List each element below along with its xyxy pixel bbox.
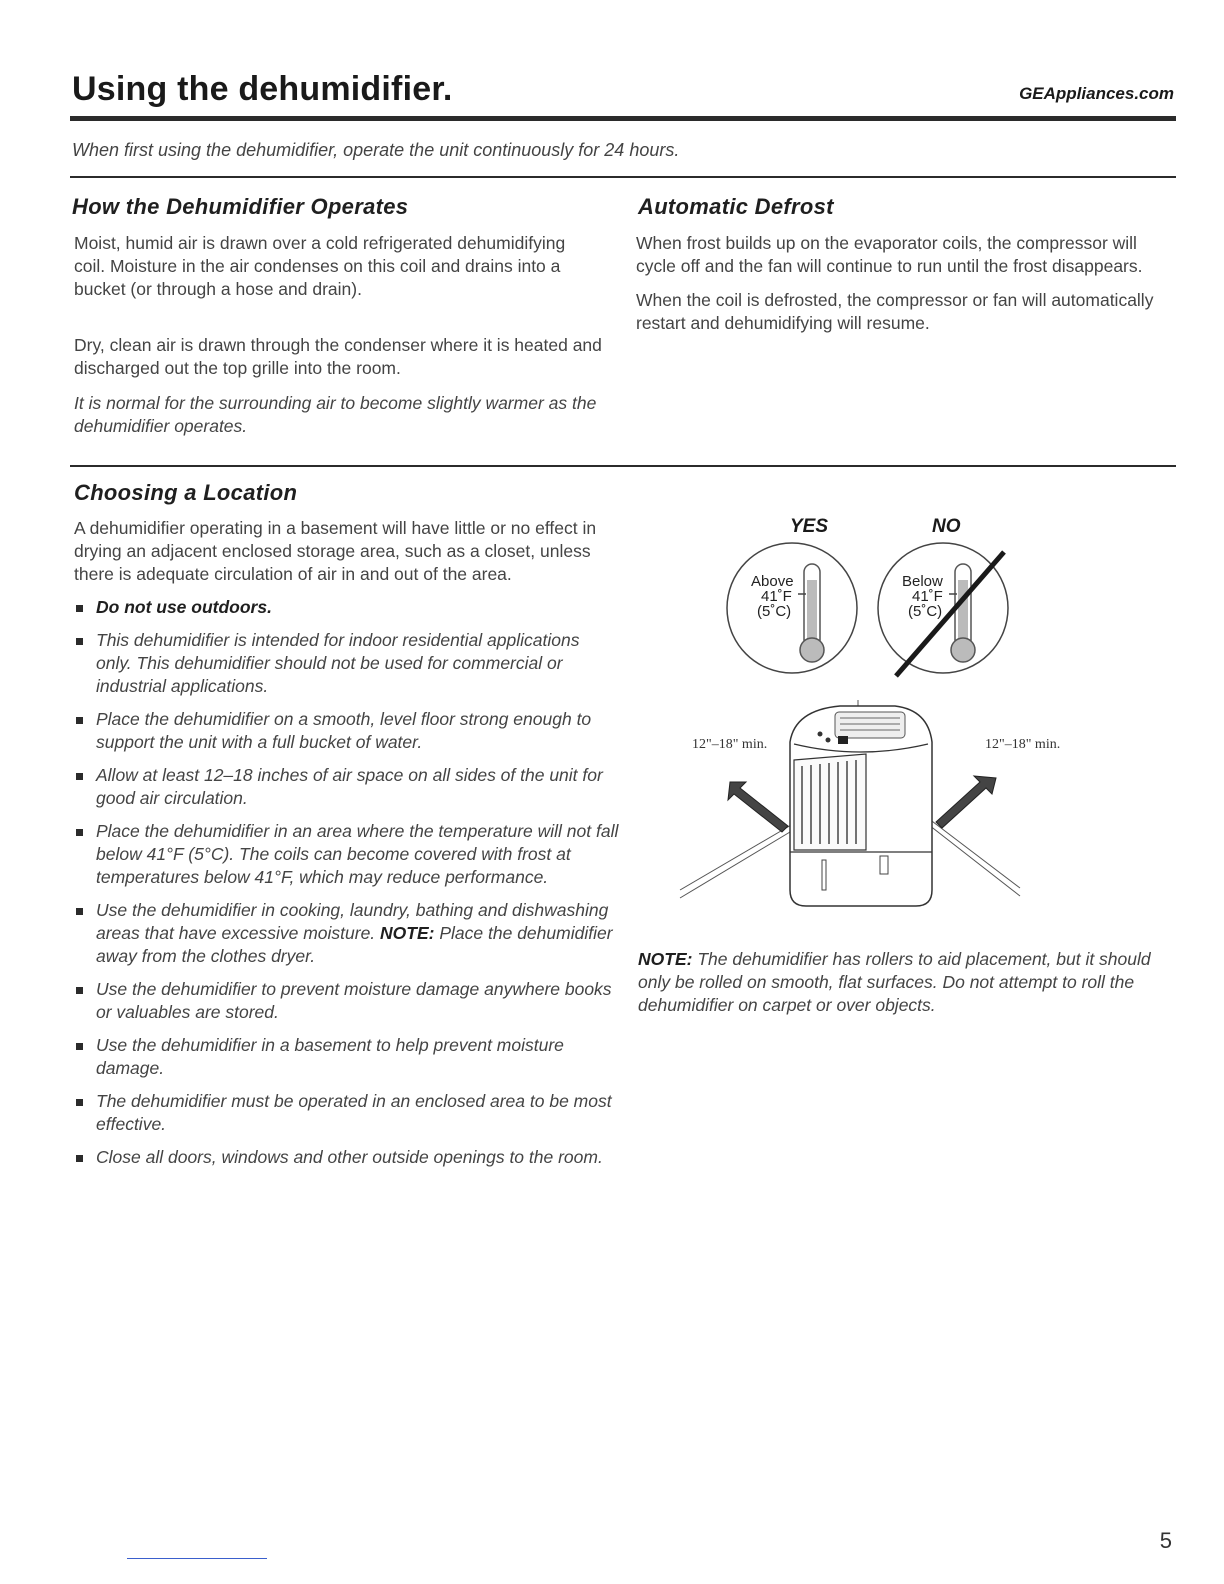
- location-bullet-list: [74, 596, 619, 1179]
- operates-paragraph-1: Moist, humid air is drawn over a cold refrigerated dehumidifying coil. Moisture in the air condenses on this coil and drains into a bucket (or through a hose and drain).: [74, 233, 566, 299]
- clearance-arrow-left-icon: [728, 782, 788, 832]
- operates-paragraph-3: It is normal for the surrounding air to become slightly warmer as the dehumidifier operates.: [74, 393, 597, 436]
- rollers-note: [638, 948, 1178, 1017]
- page-title: Using the dehumidifier.: [72, 70, 453, 108]
- list-item: Place the dehumidifier in an area where the temperature will not fall below 41°F (5°C). The coils can become covered with frost at temperatures below 41°F, which may reduce performance.: [74, 820, 619, 889]
- temperature-illustration: [720, 540, 1040, 710]
- list-item: [74, 899, 619, 968]
- clearance-left-label: 12"–18" min.: [692, 737, 768, 752]
- thermometer-no-icon: [878, 543, 1008, 673]
- list-item: Place the dehumidifier on a smooth, level floor strong enough to support the unit with a full bucket of water.: [74, 708, 619, 754]
- header-rule: [70, 116, 1176, 121]
- list-item: This dehumidifier is intended for indoor residential applications only. This dehumidifier should not be used for commercial or industrial applications.: [74, 629, 619, 698]
- list-item: Close all doors, windows and other outside openings to the room.: [74, 1146, 619, 1169]
- defrost-paragraph-2: When the coil is defrosted, the compressor or fan will automatically restart and dehumidifying will resume.: [636, 290, 1154, 333]
- location-heading: Choosing a Location: [74, 480, 298, 505]
- no-therm-line-1: Below: [902, 573, 943, 590]
- yes-therm-line-3: (5˚C): [757, 603, 792, 620]
- dehumidifier-unit-icon: [790, 706, 932, 906]
- list-item-text: Use the dehumidifier in cooking, laundry, bathing and dishwashing areas that have excessive moisture.: [96, 900, 609, 943]
- thermometer-yes-icon: [727, 543, 857, 673]
- no-therm-line-3: (5˚C): [908, 603, 943, 620]
- rollers-note-text: The dehumidifier has rollers to aid placement, but it should only be rolled on smooth, flat surfaces. Do not attempt to roll the dehumidifier on carpet or over objects.: [638, 949, 1151, 1015]
- section-divider: [70, 465, 1176, 467]
- footer-line: [127, 1558, 267, 1559]
- list-item: Do not use outdoors.: [74, 596, 619, 619]
- page-number: 5: [1159, 1528, 1172, 1553]
- defrost-paragraph-1: When frost builds up on the evaporator coils, the compressor will cycle off and the fan will continue to run until the frost disappears.: [636, 233, 1143, 276]
- location-intro: A dehumidifier operating in a basement will have little or no effect in drying an adjacent enclosed storage area, such as a closet, unless there is adequate circulation of air in and out of the area.: [74, 518, 597, 584]
- no-therm-line-2: 41˚F: [912, 588, 943, 605]
- clearance-arrow-right-icon: [936, 776, 996, 828]
- section-divider: [70, 176, 1176, 178]
- intro-text: When first using the dehumidifier, operate the unit continuously for 24 hours.: [72, 140, 680, 160]
- operates-heading: How the Dehumidifier Operates: [72, 194, 409, 219]
- yes-therm-line-1: Above: [751, 573, 794, 590]
- list-item: The dehumidifier must be operated in an enclosed area to be most effective.: [74, 1090, 619, 1136]
- yes-therm-line-2: 41˚F: [761, 588, 792, 605]
- list-item-text: Place the dehumidifier away from the clothes dryer.: [96, 923, 613, 966]
- list-item: Use the dehumidifier in a basement to help prevent moisture damage.: [74, 1034, 619, 1080]
- no-label: NO: [932, 516, 961, 537]
- list-item: Use the dehumidifier to prevent moisture damage anywhere books or valuables are stored.: [74, 978, 619, 1024]
- dehumidifier-placement-illustration: [670, 700, 1040, 920]
- list-item: Allow at least 12–18 inches of air space on all sides of the unit for good air circulation.: [74, 764, 619, 810]
- site-url: GEAppliances.com: [1019, 84, 1174, 103]
- clearance-right-label: 12"–18" min.: [985, 737, 1061, 752]
- note-label: NOTE:: [380, 923, 435, 943]
- defrost-heading: Automatic Defrost: [638, 194, 834, 219]
- operates-paragraph-2: Dry, clean air is drawn through the condenser where it is heated and discharged out the top grille into the room.: [74, 335, 602, 378]
- rollers-note-label: NOTE:: [638, 949, 693, 969]
- yes-label: YES: [790, 516, 829, 537]
